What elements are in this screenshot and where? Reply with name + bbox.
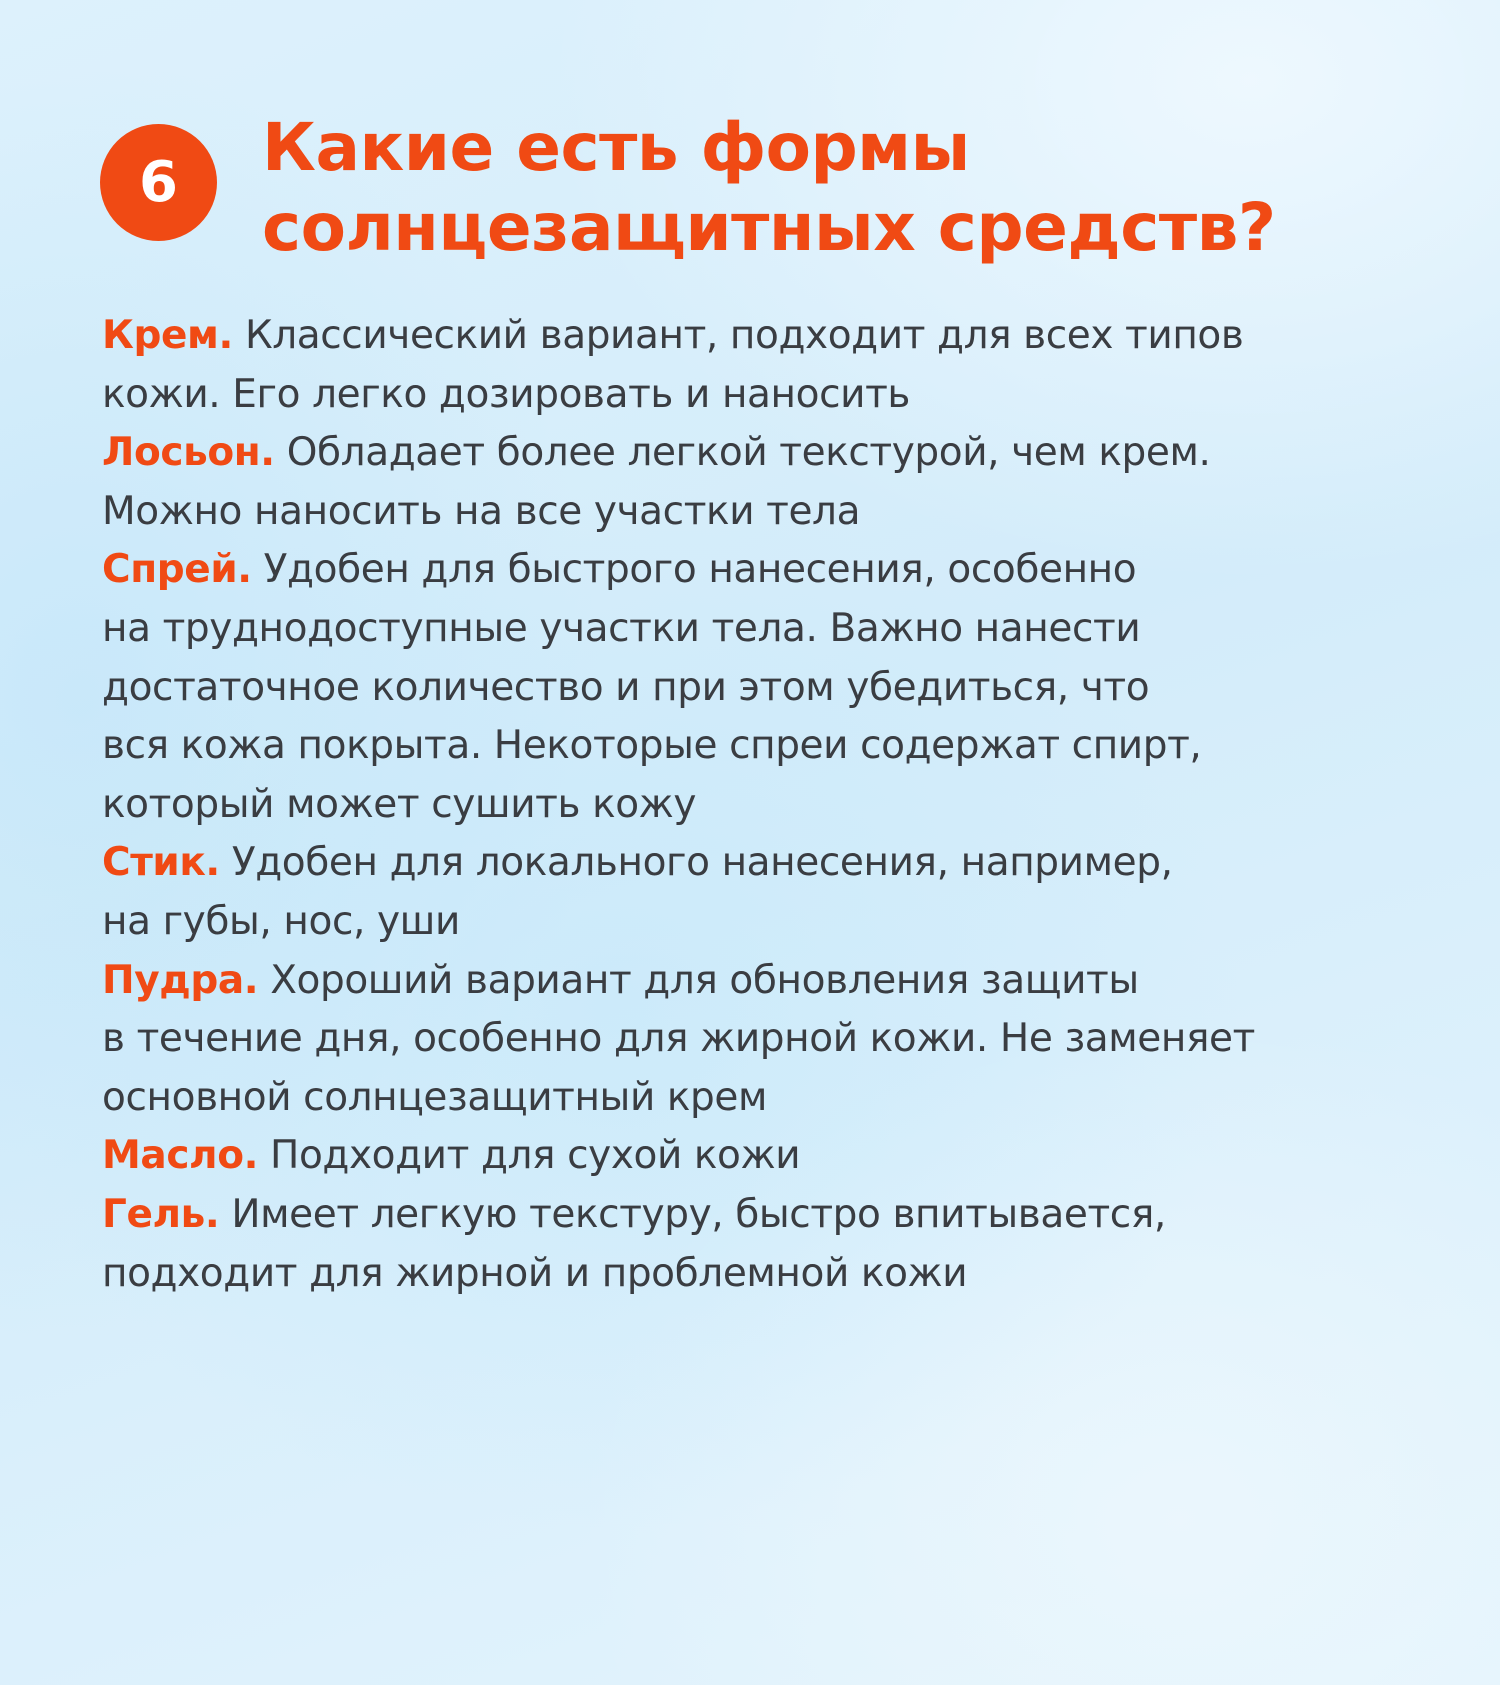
item-first-line (102, 424, 1432, 483)
item-first-line (102, 307, 1432, 366)
list-item-powder (102, 952, 1432, 1128)
list-item-lotion (102, 424, 1432, 541)
page-title (262, 108, 1382, 268)
item-text: в течение дня, особенно для жирной кожи. Не заменяет (102, 1016, 1255, 1062)
item-text: достаточное количество и при этом убедиться, что (102, 664, 1150, 710)
header (100, 108, 1400, 268)
item-text: Хороший вариант для обновления защиты (258, 957, 1139, 1003)
title-line-1: Какие есть формы (262, 109, 970, 186)
item-term: Масло. (102, 1133, 259, 1179)
item-text: Удобен для локального нанесения, например, (219, 840, 1173, 886)
item-text: который может сушить кожу (102, 781, 697, 827)
item-term: Крем. (102, 313, 233, 358)
item-first-line (102, 834, 1432, 893)
item-term: Лосьон. (102, 430, 275, 476)
list-item-spray (102, 541, 1432, 834)
item-term: Спрей. (102, 547, 252, 593)
item-first-line (102, 1186, 1432, 1245)
list-item-oil (102, 1127, 1432, 1186)
list-item-stick (102, 834, 1432, 951)
item-text: основной солнцезащитный крем (102, 1074, 768, 1120)
item-text: Обладает более легкой текстурой, чем крем. (274, 430, 1211, 476)
item-text: вся кожа покрыта. Некоторые спреи содержат спирт, (102, 723, 1202, 769)
list-item-cream (102, 307, 1432, 424)
item-first-line (102, 952, 1432, 1011)
item-text: Можно наносить на все участки тела (102, 488, 861, 534)
item-text: кожи. Его легко дозировать и наносить (102, 371, 911, 417)
item-text: на губы, нос, уши (102, 898, 460, 944)
item-text: Имеет легкую текстуру, быстро впитывается, (219, 1191, 1166, 1237)
item-text: подходит для жирной и проблемной кожи (102, 1250, 968, 1296)
list-item-gel (102, 1186, 1432, 1303)
item-term: Стик. (102, 840, 220, 886)
item-text: Удобен для быстрого нанесения, особенно (251, 547, 1137, 593)
item-text: Подходит для сухой кожи (258, 1133, 801, 1179)
item-text: Классический вариант, подходит для всех типов (232, 313, 1244, 358)
item-first-line (102, 1127, 1432, 1186)
item-text: на труднодоступные участки тела. Важно нанести (102, 605, 1141, 651)
item-term: Гель. (102, 1191, 220, 1237)
item-first-line (102, 541, 1432, 600)
sunscreen-forms-list (102, 307, 1432, 1303)
item-term: Пудра. (102, 957, 259, 1003)
number-badge: 6 (100, 124, 217, 241)
title-line-2: солнцезащитных средств? (262, 189, 1276, 266)
